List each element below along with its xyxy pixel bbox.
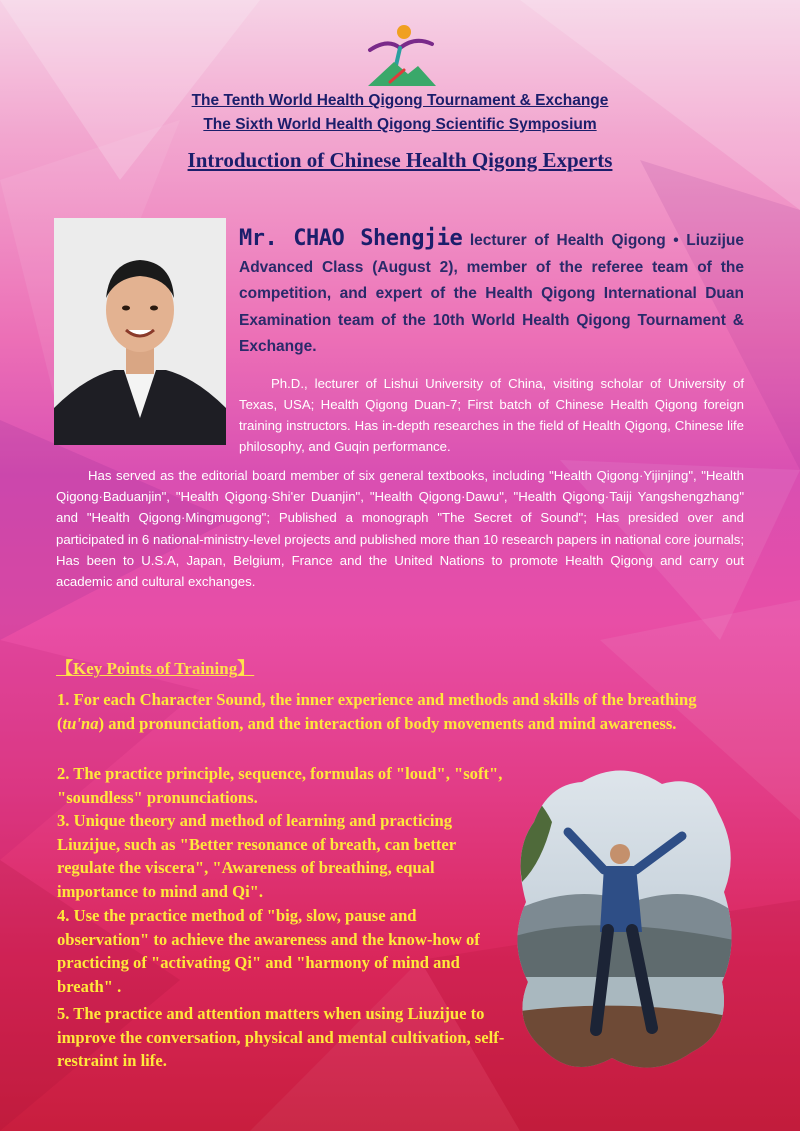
expert-bio-paragraph-1: Ph.D., lecturer of Lishui University of China, visiting scholar of University of Texas, USA; Health Qigong Duan-7; First batch of Chinese Health Qigong foreign training instructors. Has in-depth researches in the field of Health Qigong, Chinese life philosophy, and Guqin performance. [239,376,744,454]
expert-role: lecturer of Health Qigong • Liuzijue Advanced Class (August 2), member of the referee team of the competition, and expert of the Health Qigong International Duan Examination team of the 10th World Health Qigong Tournament & Exchange. [239,232,744,355]
key-point-1-text-b: ) and pronunciation, and the interaction of body movements and mind awareness. [98,713,677,733]
key-point-5: 5. The practice and attention matters when using Liuzijue to improve the conversation, physical and mental cultivation, self-restraint in life. [57,1004,505,1070]
practice-photo-image [512,762,734,1072]
expert-name: Mr. CHAO Shengjie [239,226,463,251]
key-point-3: 3. Unique theory and method of learning and practicing Liuzijue, such as "Better resonance of breath, can better regulate the viscera", "Awareness of breathing, equal importance to mind and Qi". [57,811,456,901]
page-title: Introduction of Chinese Health Qigong Experts [187,148,613,172]
key-point-1-text-a: 1. For each Character Sound, the inner experience and methods and skills of the breathing ( [57,690,697,733]
expert-bio-paragraph-2: Has served as the editorial board member of six general textbooks, including "Health Qigong·Yijinjing", "Health Qigong·Baduanjin", "Health Qigong·Shi'er Duanjin", "Health Qigong·Dawu", "Health Qigong·Taiji Yangshengzhang" and "Health Qigong·Mingmugong"; Published a monograph "The Secret of Sound"; Has presided over and participated in 6 national-ministry-level projects and published more than 10 research papers in national core journals; Has been to U.S.A, Japan, Belgium, France and the United Nations to promote Health Qigong and carry out academic and cultural exchanges. [56,468,744,590]
expert-portrait-image [54,218,226,445]
key-point-2: 2. The practice principle, sequence, formulas of "loud", "soft", "soundless" pronunciations. [57,764,503,807]
key-point-1-italic: tu'na [62,713,99,733]
qigong-figure-logo-icon [360,22,440,92]
key-points-heading: 【Key Points of Training】 [56,659,255,678]
key-point-4: 4. Use the practice method of "big, slow, pause and observation" to achieve the awareness and the know-how of practicing of "activating Qi" and "harmony of mind and breath" . [57,906,480,996]
event-title-line1: The Tenth World Health Qigong Tournament & Exchange [191,92,609,109]
key-point-1 [57,688,747,735]
expert-intro [239,226,744,361]
event-title-line2: The Sixth World Health Qigong Scientific Symposium [203,116,597,133]
